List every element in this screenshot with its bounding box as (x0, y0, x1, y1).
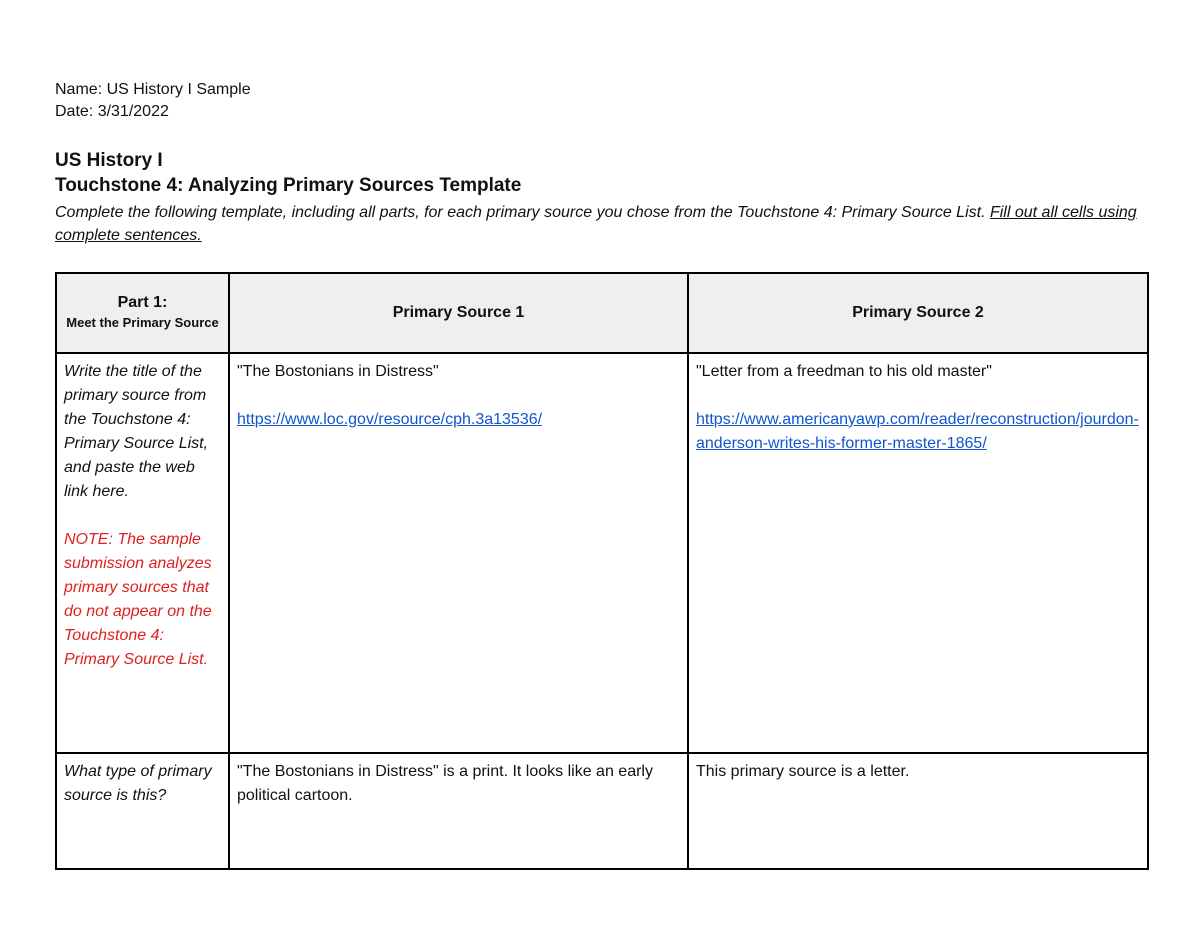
table-row (56, 753, 1148, 869)
source1-header: Primary Source 1 (229, 273, 688, 353)
source1-cell[interactable] (229, 753, 688, 869)
prompt-cell (56, 353, 229, 753)
part-subtitle: Meet the Primary Source (66, 315, 219, 330)
prompt-cell (56, 753, 229, 869)
source2-link[interactable]: https://www.americanyawp.com/reader/reconstruction/jourdon-anderson-writes-his-former-master-1865/ (696, 411, 1139, 452)
part-title: Part 1: (117, 294, 168, 311)
source2-cell[interactable] (688, 353, 1148, 753)
source2-header: Primary Source 2 (688, 273, 1148, 353)
source2-answer: This primary source is a letter. (696, 763, 910, 780)
part-header-cell (56, 273, 229, 353)
date-line: Date: 3/31/2022 (55, 103, 169, 120)
student-info (55, 79, 251, 123)
source1-cell[interactable] (229, 353, 688, 753)
document-title: Touchstone 4: Analyzing Primary Sources Template (55, 175, 522, 196)
prompt-text: What type of primary source is this? (64, 763, 212, 804)
course-title: US History I (55, 150, 163, 171)
instructions-text: Complete the following template, including all parts, for each primary source you chose from the Touchstone 4: Primary Source List. (55, 204, 990, 221)
source2-title: "Letter from a freedman to his old master" (696, 363, 992, 380)
primary-source-table (55, 272, 1149, 870)
instructions (55, 201, 1147, 247)
name-line: Name: US History I Sample (55, 81, 251, 98)
prompt-text: Write the title of the primary source from the Touchstone 4: Primary Source List, and paste the web link here. (64, 363, 209, 500)
table-row (56, 353, 1148, 753)
source1-answer: "The Bostonians in Distress" is a print. It looks like an early political cartoon. (237, 763, 653, 804)
source1-link[interactable]: https://www.loc.gov/resource/cph.3a13536/ (237, 411, 543, 428)
source1-title: "The Bostonians in Distress" (237, 363, 439, 380)
title-block (55, 148, 1147, 247)
table-header-row (56, 273, 1148, 353)
instructions-emphasis: Fill out all cells using complete sentences. (55, 204, 1137, 244)
sample-note: NOTE: The sample submission analyzes primary sources that do not appear on the Touchstone 4: Primary Source List. (64, 531, 212, 668)
source2-cell[interactable] (688, 753, 1148, 869)
